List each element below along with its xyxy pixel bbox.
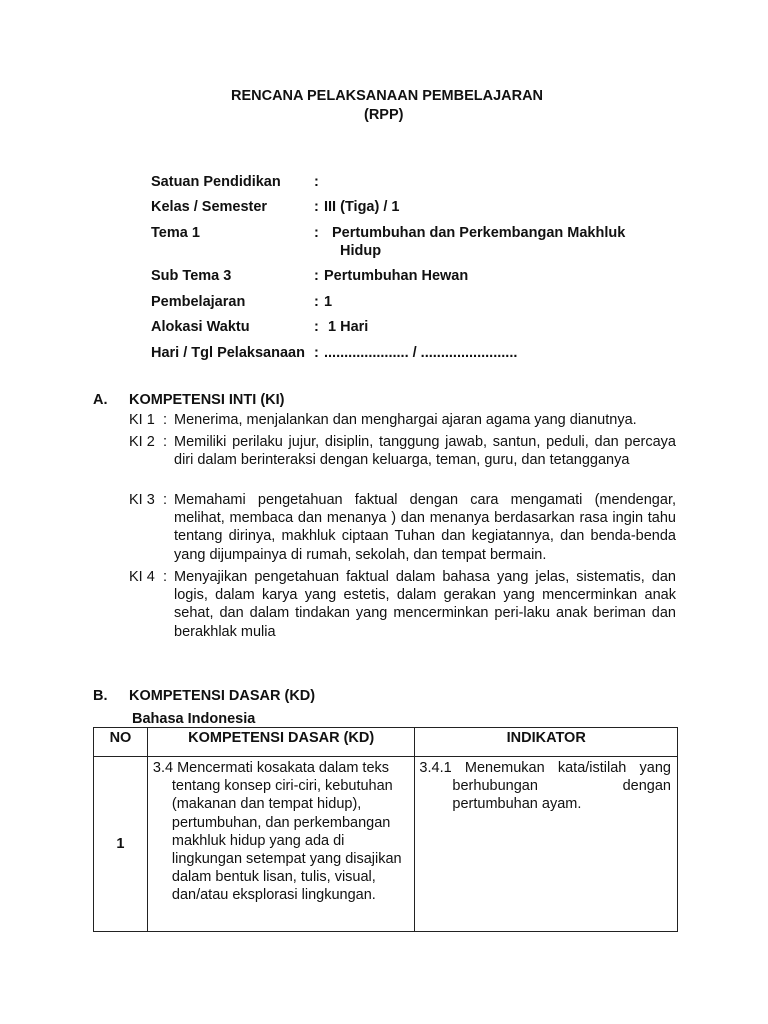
row-kd-cell — [147, 757, 415, 932]
row-no: 1 — [94, 757, 148, 932]
identity-value: Pertumbuhan dan Perkembangan Makhluk Hidup — [332, 225, 626, 259]
identity-label: Pembelajaran — [151, 294, 246, 310]
identity-value: 1 Hari — [324, 319, 369, 335]
identity-colon: : — [314, 294, 319, 310]
row-indikator: 3.4.1 Menemukan kata/istilah yang berhubungan dengan pertumbuhan ayam. — [419, 760, 671, 813]
identity-label: Satuan Pendidikan — [151, 174, 281, 190]
identity-colon: : — [314, 225, 319, 241]
identity-label: Tema 1 — [151, 225, 200, 241]
document-title: RENCANA PELAKSANAAN PEMBELAJARAN — [231, 88, 544, 104]
identity-label: Alokasi Waktu — [151, 319, 250, 335]
identity-label: Kelas / Semester — [151, 199, 268, 215]
ki-text: Menyajikan pengetahuan faktual dalam bahasa yang jelas, sistematis, dan logis, dalam karya yang estetis, dalam gerakan yang mencerminkan anak sehat, dan dalam tindakan yang mencerminkan peri-laku anak beriman dan berakhlak mulia — [174, 569, 676, 640]
ki-label: KI 1 — [129, 412, 155, 428]
ki-colon: : — [163, 492, 168, 508]
identity-value: III (Tiga) / 1 — [324, 199, 400, 215]
ki-text: Menerima, menjalankan dan menghargai ajaran agama yang dianutnya. — [174, 412, 637, 428]
ki-label: KI 2 — [129, 434, 155, 450]
identity-value: 1 — [324, 294, 333, 310]
identity-label: Hari / Tgl Pelaksanaan — [151, 345, 305, 361]
identity-colon: : — [314, 319, 319, 335]
identity-colon: : — [314, 174, 319, 190]
ki-text: Memiliki perilaku jujur, disiplin, tanggung jawab, santun, peduli, dan percaya diri dalam berinteraksi dengan keluarga, teman, guru, dan tetangganya — [174, 434, 676, 469]
section-title: KOMPETENSI DASAR (KD) — [129, 688, 316, 704]
table-header-row — [94, 728, 678, 757]
ki-colon: : — [163, 434, 168, 450]
section-letter: B. — [93, 688, 108, 704]
subject-label: Bahasa Indonesia — [132, 711, 256, 727]
kd-table — [93, 727, 678, 932]
header-indikator: INDIKATOR — [415, 728, 678, 757]
section-letter: A. — [93, 392, 108, 408]
identity-colon: : — [314, 199, 319, 215]
table-row — [94, 757, 678, 932]
header-no: NO — [94, 728, 148, 757]
ki-text: Memahami pengetahuan faktual dengan cara mengamati (mendengar, melihat, membaca dan menanya ) dan menanya berdasarkan rasa ingin tahu tentang dirinya, makhluk ciptaan Tuhan dan kegiatannya, dan benda-benda yang dijumpainya di rumah, sekolah, dan tempat bermain. — [174, 492, 676, 563]
identity-colon: : — [314, 345, 319, 361]
row-indikator-cell — [415, 757, 678, 932]
document-subtitle: (RPP) — [364, 107, 404, 123]
identity-colon: : — [314, 268, 319, 284]
ki-colon: : — [163, 569, 168, 585]
ki-label: KI 3 — [129, 492, 155, 508]
identity-value: Pertumbuhan Hewan — [324, 268, 469, 284]
header-kd: KOMPETENSI DASAR (KD) — [147, 728, 415, 757]
row-kd: 3.4 Mencermati kosakata dalam teks tentang konsep ciri-ciri, kebutuhan (makanan dan tempat hidup), pertumbuhan, dan perkembangan makhluk hidup yang ada di lingkungan setempat yang disajikan dalam bentuk lisan, tulis, visual, dan/atau eksplorasi lingkungan. — [152, 760, 402, 904]
ki-label: KI 4 — [129, 569, 155, 585]
section-title: KOMPETENSI INTI (KI) — [129, 392, 285, 408]
identity-label: Sub Tema 3 — [151, 268, 232, 284]
identity-value: ..................... / ........................ — [324, 345, 518, 361]
ki-colon: : — [163, 412, 168, 428]
